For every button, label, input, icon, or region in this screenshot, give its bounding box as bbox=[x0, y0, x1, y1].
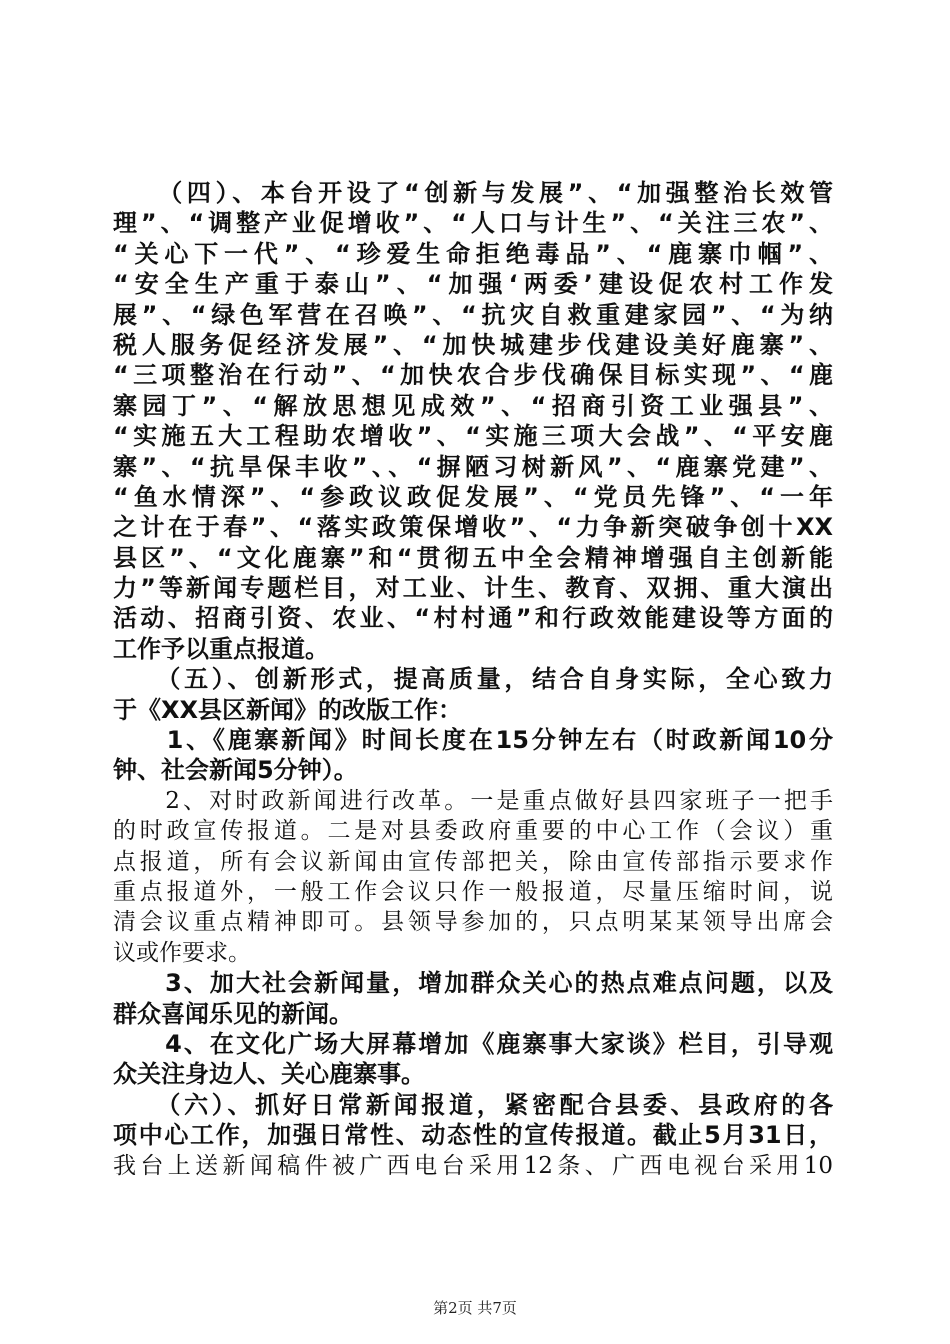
text-line: 钟、社会新闻5分钟）。 bbox=[113, 756, 358, 785]
text-line: 县区”、“文化鹿寨”和“贯彻五中全会精神增强自主创新能 bbox=[113, 543, 833, 572]
text-line: 的时政宣传报道。二是对县委政府重要的中心工作（会议）重 bbox=[113, 818, 833, 845]
text-line: 之计在于春”、“落实政策保增收”、“力争新突破争创十XX bbox=[113, 513, 833, 542]
text-line: 群众喜闻乐见的新闻。 bbox=[113, 999, 353, 1028]
text-line: “实施五大工程助农增收”、“实施三项大会战”、“平安鹿 bbox=[113, 422, 833, 451]
text-line: 4、在文化广场大屏幕增加《鹿寨事大家谈》栏目，引导观 bbox=[113, 1029, 833, 1058]
text-line: “三项整治在行动”、“加快农合步伐确保目标实现”、“鹿 bbox=[113, 361, 833, 390]
text-line: 展”、“绿色军营在召唤”、“抗灾自救重建家园”、“为纳 bbox=[113, 300, 833, 329]
text-line: “安全生产重于泰山”、“加强‘两委’建设促农村工作发 bbox=[113, 270, 833, 299]
text-line: 项中心工作，加强日常性、动态性的宣传报道。截止5月31日， bbox=[113, 1121, 833, 1150]
body-text bbox=[113, 178, 833, 1181]
text-line: 2、对时政新闻进行改革。一是重点做好县四家班子一把手 bbox=[113, 787, 833, 814]
text-line: “关心下一代”、“珍爱生命拒绝毒品”、“鹿寨巾帼”、 bbox=[113, 239, 833, 268]
text-line: 寨”、“抗旱保丰收”、、“摒陋习树新风”、“鹿寨党建”、 bbox=[113, 452, 833, 481]
text-line: 3、加大社会新闻量，增加群众关心的热点难点问题，以及 bbox=[113, 969, 833, 998]
text-line: 1、《鹿寨新闻》时间长度在15分钟左右（时政新闻10分 bbox=[113, 726, 833, 755]
text-line: 活动、招商引资、农业、“村村通”和行政效能建设等方面的 bbox=[113, 604, 833, 633]
text-line: 清会议重点精神即可。县领导参加的，只点明某某领导出席会 bbox=[113, 909, 833, 936]
text-line: 点报道，所有会议新闻由宣传部把关，除由宣传部指示要求作 bbox=[113, 848, 833, 875]
text-line: 力”等新闻专题栏目，对工业、计生、教育、双拥、重大演出 bbox=[113, 574, 833, 603]
text-line: 税人服务促经济发展”、“加快城建步伐建设美好鹿寨”、 bbox=[113, 330, 833, 359]
page-number: 第2页 共7页 bbox=[433, 1299, 517, 1317]
text-line: 议或作要求。 bbox=[113, 939, 251, 966]
text-line: 工作予以重点报道。 bbox=[113, 634, 329, 663]
text-line: 理”、“调整产业促增收”、“人口与计生”、“关注三农”、 bbox=[113, 209, 833, 238]
text-line: “鱼水情深”、“参政议政促发展”、“党员先锋”、“一年 bbox=[113, 482, 833, 511]
text-line: 我台上送新闻稿件被广西电台采用12条、广西电视台采用10 bbox=[113, 1152, 833, 1179]
text-line: （六）、抓好日常新闻报道，紧密配合县委、县政府的各 bbox=[113, 1090, 833, 1119]
text-line: （五）、创新形式，提高质量，结合自身实际，全心致力 bbox=[113, 665, 833, 694]
text-line: 寨园丁”、“解放思想见成效”、“招商引资工业强县”、 bbox=[113, 391, 833, 420]
text-line: 众关注身边人、关心鹿寨事。 bbox=[113, 1060, 425, 1089]
text-line: （四）、本台开设了“创新与发展”、“加强整治长效管 bbox=[113, 179, 833, 207]
text-line: 于《XX县区新闻》的改版工作： bbox=[113, 695, 463, 724]
text-line: 重点报道外，一般工作会议只作一般报道，尽量压缩时间，说 bbox=[113, 878, 833, 905]
